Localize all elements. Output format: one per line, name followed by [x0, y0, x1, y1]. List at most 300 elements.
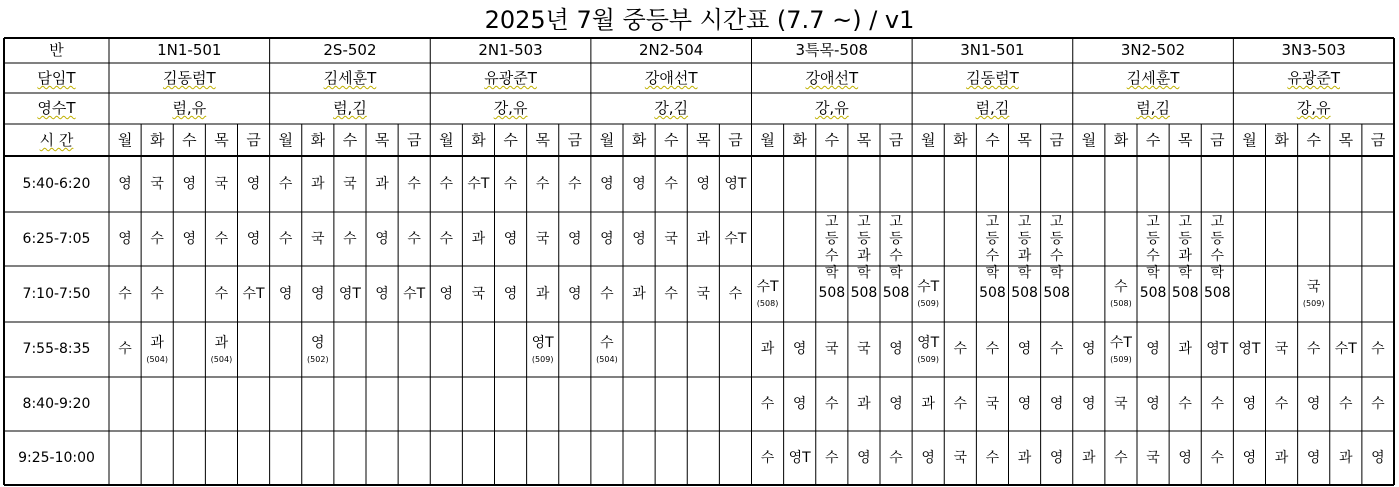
schedule-cell	[623, 266, 655, 322]
schedule-cell	[784, 322, 816, 377]
schedule-cell	[1330, 322, 1362, 377]
subject: 영T	[1206, 341, 1229, 357]
schedule-cell	[1009, 377, 1041, 431]
subject: 영	[246, 231, 261, 247]
schedule-cell	[719, 156, 751, 212]
subject: 영	[439, 286, 454, 302]
schedule-cell	[527, 212, 559, 266]
room-note: (508)	[756, 299, 779, 308]
room-note: (509)	[1110, 354, 1132, 364]
schedule-cell	[1330, 431, 1362, 485]
schedule-cell	[462, 212, 494, 266]
homeroom-teacher: 김동럼T	[966, 69, 1019, 87]
vertical-char: 등	[889, 231, 903, 247]
subject: 수T	[1109, 334, 1132, 351]
schedule-cell	[173, 212, 205, 266]
subject: 수	[439, 231, 454, 247]
class-name: 2S-502	[323, 41, 377, 59]
schedule-cell	[687, 212, 719, 266]
subject: 수	[1114, 279, 1128, 295]
schedule-cell	[1105, 431, 1137, 485]
day-header: 월	[760, 131, 775, 149]
schedule-cell	[109, 322, 141, 377]
subject: 수	[1178, 396, 1192, 412]
subject: 영	[600, 231, 614, 247]
subject: 수	[407, 231, 421, 247]
schedule-cell	[366, 266, 398, 322]
schedule-cell	[527, 266, 559, 322]
day-header: 목	[1338, 131, 1354, 149]
schedule-cell	[976, 431, 1008, 485]
day-header: 화	[310, 131, 326, 149]
schedule-cell	[687, 156, 719, 212]
time-slot: 7:55-8:35	[22, 341, 91, 357]
day-header: 금	[1370, 131, 1386, 149]
schedule-cell	[302, 212, 334, 266]
subject: 영	[632, 231, 646, 247]
subject: 영	[278, 286, 293, 302]
schedule-cell	[752, 377, 784, 431]
homeroom-teacher: 김동럼T	[162, 69, 216, 87]
day-header: 수	[985, 131, 1000, 149]
schedule-cell	[270, 212, 302, 266]
schedule-cell	[1298, 266, 1330, 322]
class-name: 3N2-502	[1120, 41, 1186, 59]
day-header: 수	[1145, 131, 1161, 149]
subject: 국	[535, 231, 550, 247]
subject: 국	[343, 176, 357, 192]
day-header: 금	[567, 131, 583, 149]
schedule-cell	[784, 377, 816, 431]
subject: 영T	[338, 286, 361, 302]
subject: 수	[664, 286, 678, 302]
subject: 영	[1146, 341, 1160, 357]
day-header: 월	[1242, 131, 1257, 149]
subject: 수	[953, 341, 968, 357]
day-header: 월	[920, 131, 936, 149]
day-header: 수	[182, 131, 197, 149]
schedule-cell	[1233, 322, 1265, 377]
special-block	[880, 214, 912, 322]
schedule-cell	[1330, 377, 1362, 431]
day-header: 수	[1306, 131, 1321, 149]
schedule-cell	[1041, 322, 1073, 377]
day-header: 금	[246, 131, 261, 149]
vertical-char: 학	[1178, 265, 1192, 281]
subject: 수T	[917, 279, 940, 295]
special-block	[816, 214, 848, 322]
subject: 과	[1274, 450, 1289, 466]
schedule-cell	[1073, 431, 1105, 485]
vertical-char: 고	[1049, 214, 1064, 230]
schedule-cell	[1298, 431, 1330, 485]
vertical-char: 수	[825, 248, 839, 264]
subject-teachers: 럼,김	[333, 99, 367, 117]
schedule-cell	[719, 212, 751, 266]
vertical-char: 과	[1178, 248, 1192, 264]
schedule-cell	[495, 212, 527, 266]
day-header: 금	[1049, 131, 1064, 149]
room-number: 508	[818, 285, 846, 301]
subject: 과	[535, 286, 550, 302]
schedule-cell	[687, 266, 719, 322]
day-header: 목	[1017, 131, 1032, 149]
room-note: (509)	[917, 299, 939, 308]
vertical-char: 등	[1178, 231, 1192, 247]
vertical-char: 등	[857, 231, 871, 247]
subject: 영	[118, 176, 132, 192]
subject-teachers: 럼,김	[975, 99, 1010, 117]
subject: 영	[1306, 396, 1321, 412]
subject: 수	[1049, 341, 1064, 357]
subject: 수	[150, 231, 164, 247]
schedule-cell	[238, 156, 270, 212]
schedule-cell	[334, 156, 366, 212]
schedule-cell	[205, 212, 237, 266]
page-title: 2025년 7월 중등부 시간표 (7.7 ~) / v1	[484, 6, 915, 34]
class-name: 2N2-504	[639, 41, 704, 59]
schedule-cell	[334, 266, 366, 322]
schedule-cell	[270, 266, 302, 322]
subject: 영	[118, 231, 132, 247]
day-header: 화	[149, 131, 165, 149]
class-name: 2N1-503	[478, 41, 543, 59]
vertical-char: 고	[825, 214, 839, 230]
schedule-cell	[1105, 266, 1137, 322]
schedule-cell	[430, 156, 462, 212]
subject: 수T	[724, 231, 747, 247]
schedule-cell	[1362, 377, 1394, 431]
vertical-char: 수	[1146, 248, 1160, 264]
day-header: 화	[1113, 131, 1129, 149]
subject: 국	[1114, 396, 1128, 412]
schedule-cell	[366, 156, 398, 212]
special-block	[848, 214, 880, 322]
vertical-char: 고	[857, 214, 871, 230]
room-note: (504)	[210, 354, 233, 364]
schedule-cell	[1201, 431, 1233, 485]
schedule-cell	[912, 431, 944, 485]
day-header: 월	[439, 131, 454, 149]
schedule-cell	[109, 156, 141, 212]
subject: 영	[1082, 341, 1096, 357]
vertical-char: 고	[889, 214, 903, 230]
schedule-cell	[719, 266, 751, 322]
schedule-cell	[880, 377, 912, 431]
special-block	[1041, 214, 1073, 322]
subject-teachers: 강,유	[814, 99, 849, 117]
schedule-cell	[398, 212, 430, 266]
schedule-cell	[1073, 322, 1105, 377]
subject: 국	[214, 176, 229, 192]
subject: 영	[568, 286, 582, 302]
schedule-cell	[430, 266, 462, 322]
room-number: 508	[1139, 285, 1167, 301]
schedule-cell	[141, 156, 173, 212]
schedule-cell	[623, 212, 655, 266]
subject: 수	[118, 341, 132, 357]
schedule-cell	[944, 322, 976, 377]
subject: 수	[503, 176, 518, 192]
day-header: 금	[888, 131, 904, 149]
subject: 영	[182, 231, 197, 247]
subject: 수	[535, 176, 550, 192]
vertical-char: 학	[825, 265, 839, 281]
day-header: 수	[824, 131, 840, 149]
time-slot: 6:25-7:05	[22, 231, 91, 247]
subject: 과	[857, 396, 871, 412]
subject-teachers: 럼,김	[1136, 99, 1170, 117]
schedule-cell	[559, 266, 591, 322]
vertical-char: 등	[1146, 231, 1160, 247]
vertical-char: 등	[985, 231, 1000, 247]
subject: 영	[889, 396, 903, 412]
schedule-cell	[1233, 431, 1265, 485]
subject: 영	[1242, 450, 1257, 466]
subject: 수	[214, 231, 229, 247]
homeroom-teacher: 김세훈T	[323, 69, 377, 87]
homeroom-teacher: 김세훈T	[1126, 69, 1180, 87]
schedule-cell	[944, 431, 976, 485]
vertical-char: 학	[1146, 265, 1160, 281]
vertical-char: 고	[1017, 214, 1032, 230]
day-header: 목	[1177, 131, 1193, 149]
subject: 국	[664, 231, 678, 247]
schedule-cell	[1105, 322, 1137, 377]
subject: 수	[1114, 450, 1128, 466]
subject: 영	[1049, 450, 1064, 466]
vertical-char: 학	[985, 265, 1000, 281]
schedule-cell	[302, 156, 334, 212]
schedule-cell	[1266, 431, 1298, 485]
subject: 영	[889, 341, 903, 357]
schedule-cell	[559, 212, 591, 266]
subject: 영	[568, 231, 582, 247]
subject: 국	[825, 341, 839, 357]
schedule-cell	[1137, 322, 1169, 377]
room-number: 508	[882, 285, 910, 301]
schedule-cell	[109, 212, 141, 266]
subject: 영	[1371, 450, 1385, 466]
class-name: 1N1-501	[157, 41, 222, 59]
subject: 수	[439, 176, 454, 192]
schedule-cell	[366, 212, 398, 266]
day-header: 금	[1210, 131, 1225, 149]
schedule-cell	[430, 212, 462, 266]
schedule-cell	[1041, 377, 1073, 431]
schedule-cell	[1233, 377, 1265, 431]
subject: 국	[150, 176, 164, 192]
room-number: 508	[850, 285, 878, 301]
schedule-cell	[1137, 431, 1169, 485]
schedule-cell	[655, 266, 687, 322]
schedule-cell	[655, 212, 687, 266]
subject: 국	[1274, 341, 1289, 357]
subject: 영T	[531, 334, 554, 351]
row-label-homeroom: 담임T	[37, 69, 76, 87]
day-header: 화	[792, 131, 807, 149]
subject: 국	[311, 231, 325, 247]
vertical-char: 학	[889, 265, 903, 281]
subject: 영	[503, 231, 518, 247]
vertical-char: 등	[1210, 231, 1225, 247]
day-header: 금	[406, 131, 422, 149]
schedule-cell	[559, 156, 591, 212]
vertical-char: 학	[1210, 265, 1225, 281]
subject: 수	[407, 176, 421, 192]
subject: 수	[825, 396, 839, 412]
subject: 수	[1371, 341, 1385, 357]
day-header: 수	[342, 131, 358, 149]
day-header: 월	[278, 131, 293, 149]
room-note: (504)	[146, 354, 168, 364]
subject: 수	[1274, 396, 1289, 412]
vertical-char: 과	[857, 248, 871, 264]
vertical-char: 과	[1017, 248, 1032, 264]
subject: 수	[1371, 396, 1385, 412]
subject: 과	[311, 176, 325, 192]
homeroom-teacher: 유광준T	[1287, 69, 1340, 87]
subject: 국	[696, 286, 711, 302]
schedule-cell	[205, 322, 237, 377]
day-header: 목	[374, 131, 390, 149]
subject: 수T	[467, 176, 490, 192]
schedule-cell	[527, 322, 559, 377]
schedule-cell	[205, 266, 237, 322]
room-number: 508	[1203, 285, 1231, 301]
row-label-receipt: 영수T	[37, 99, 76, 117]
day-header: 월	[117, 131, 133, 149]
vertical-char: 등	[1017, 231, 1032, 247]
subject: 영	[857, 450, 871, 466]
schedule-cell	[1201, 322, 1233, 377]
class-name: 3N1-501	[960, 41, 1025, 59]
schedule-cell	[1137, 377, 1169, 431]
schedule-cell	[1105, 377, 1137, 431]
time-slot: 8:40-9:20	[22, 396, 91, 412]
row-label-class: 반	[49, 41, 64, 59]
homeroom-teacher: 강애선T	[805, 69, 859, 87]
subject: 영	[182, 176, 197, 192]
schedule-cell	[944, 377, 976, 431]
schedule-cell	[141, 322, 173, 377]
time-slot: 7:10-7:50	[22, 286, 91, 302]
room-note: (509)	[531, 354, 554, 364]
subject: 영	[1178, 450, 1192, 466]
subject: 수T	[242, 286, 265, 302]
subject: 수	[214, 286, 229, 302]
class-name: 3N3-503	[1281, 41, 1346, 59]
subject: 수	[343, 231, 357, 247]
schedule-cell	[1169, 431, 1201, 485]
subject: 수	[600, 286, 614, 302]
schedule-cell	[527, 156, 559, 212]
special-block	[1009, 214, 1041, 322]
subject: 과	[632, 286, 646, 302]
subject: 영	[1049, 396, 1064, 412]
subject: 수	[728, 286, 743, 302]
subject: 수	[278, 231, 293, 247]
subject: 과	[1082, 450, 1096, 466]
subject: 영	[375, 231, 389, 247]
schedule-cell	[302, 322, 334, 377]
room-note: (502)	[307, 354, 329, 364]
vertical-char: 고	[985, 214, 1000, 230]
schedule-cell	[752, 266, 784, 322]
schedule-cell	[1201, 377, 1233, 431]
vertical-char: 수	[1049, 248, 1064, 264]
subject: 영	[1242, 396, 1257, 412]
subject: 수T	[756, 279, 779, 295]
schedule-cell	[462, 266, 494, 322]
schedule-cell	[1009, 322, 1041, 377]
subject: 영	[792, 396, 807, 412]
schedule-cell	[1073, 377, 1105, 431]
subject: 국	[953, 450, 968, 466]
vertical-char: 고	[1178, 214, 1192, 230]
subject: 영	[1146, 396, 1160, 412]
vertical-char: 등	[1049, 231, 1064, 247]
schedule-cell	[623, 156, 655, 212]
room-note: (508)	[1110, 299, 1132, 308]
schedule-cell	[1009, 431, 1041, 485]
subject: 수	[278, 176, 293, 192]
schedule-cell	[495, 156, 527, 212]
schedule-cell	[752, 322, 784, 377]
day-header: 화	[1274, 131, 1289, 149]
subject: 영	[792, 341, 807, 357]
schedule-cell	[205, 156, 237, 212]
schedule-cell	[1041, 431, 1073, 485]
day-header: 수	[663, 131, 679, 149]
special-block	[1169, 214, 1201, 322]
schedule-cell	[398, 156, 430, 212]
schedule-cell	[1362, 431, 1394, 485]
schedule-cell	[880, 322, 912, 377]
vertical-char: 수	[1210, 248, 1225, 264]
subject: 과	[375, 176, 389, 192]
schedule-cell	[591, 156, 623, 212]
subject: 영	[1082, 396, 1096, 412]
subject: 영	[696, 176, 711, 192]
schedule-cell	[334, 212, 366, 266]
subject: 수	[1210, 450, 1225, 466]
subject: 수	[664, 176, 678, 192]
schedule-cell	[848, 431, 880, 485]
schedule-cell	[880, 431, 912, 485]
time-slot: 9:25-10:00	[18, 450, 95, 466]
subject: 과	[760, 341, 775, 357]
day-header: 목	[856, 131, 872, 149]
schedule-cell	[912, 266, 944, 322]
schedule-cell	[1169, 377, 1201, 431]
schedule-cell	[238, 212, 270, 266]
subject: 수	[985, 450, 1000, 466]
subject: 수	[953, 396, 968, 412]
schedule-cell	[398, 266, 430, 322]
subject: 수	[985, 341, 1000, 357]
subject: 영	[1017, 341, 1032, 357]
day-header: 목	[696, 131, 711, 149]
homeroom-teacher: 유광준T	[484, 69, 537, 87]
day-header: 화	[471, 131, 486, 149]
schedule-cell	[302, 266, 334, 322]
subject: 수	[825, 450, 839, 466]
special-block	[1137, 214, 1169, 322]
subject: 영T	[1238, 341, 1261, 357]
subject: 국	[857, 341, 871, 357]
special-block	[976, 214, 1008, 322]
